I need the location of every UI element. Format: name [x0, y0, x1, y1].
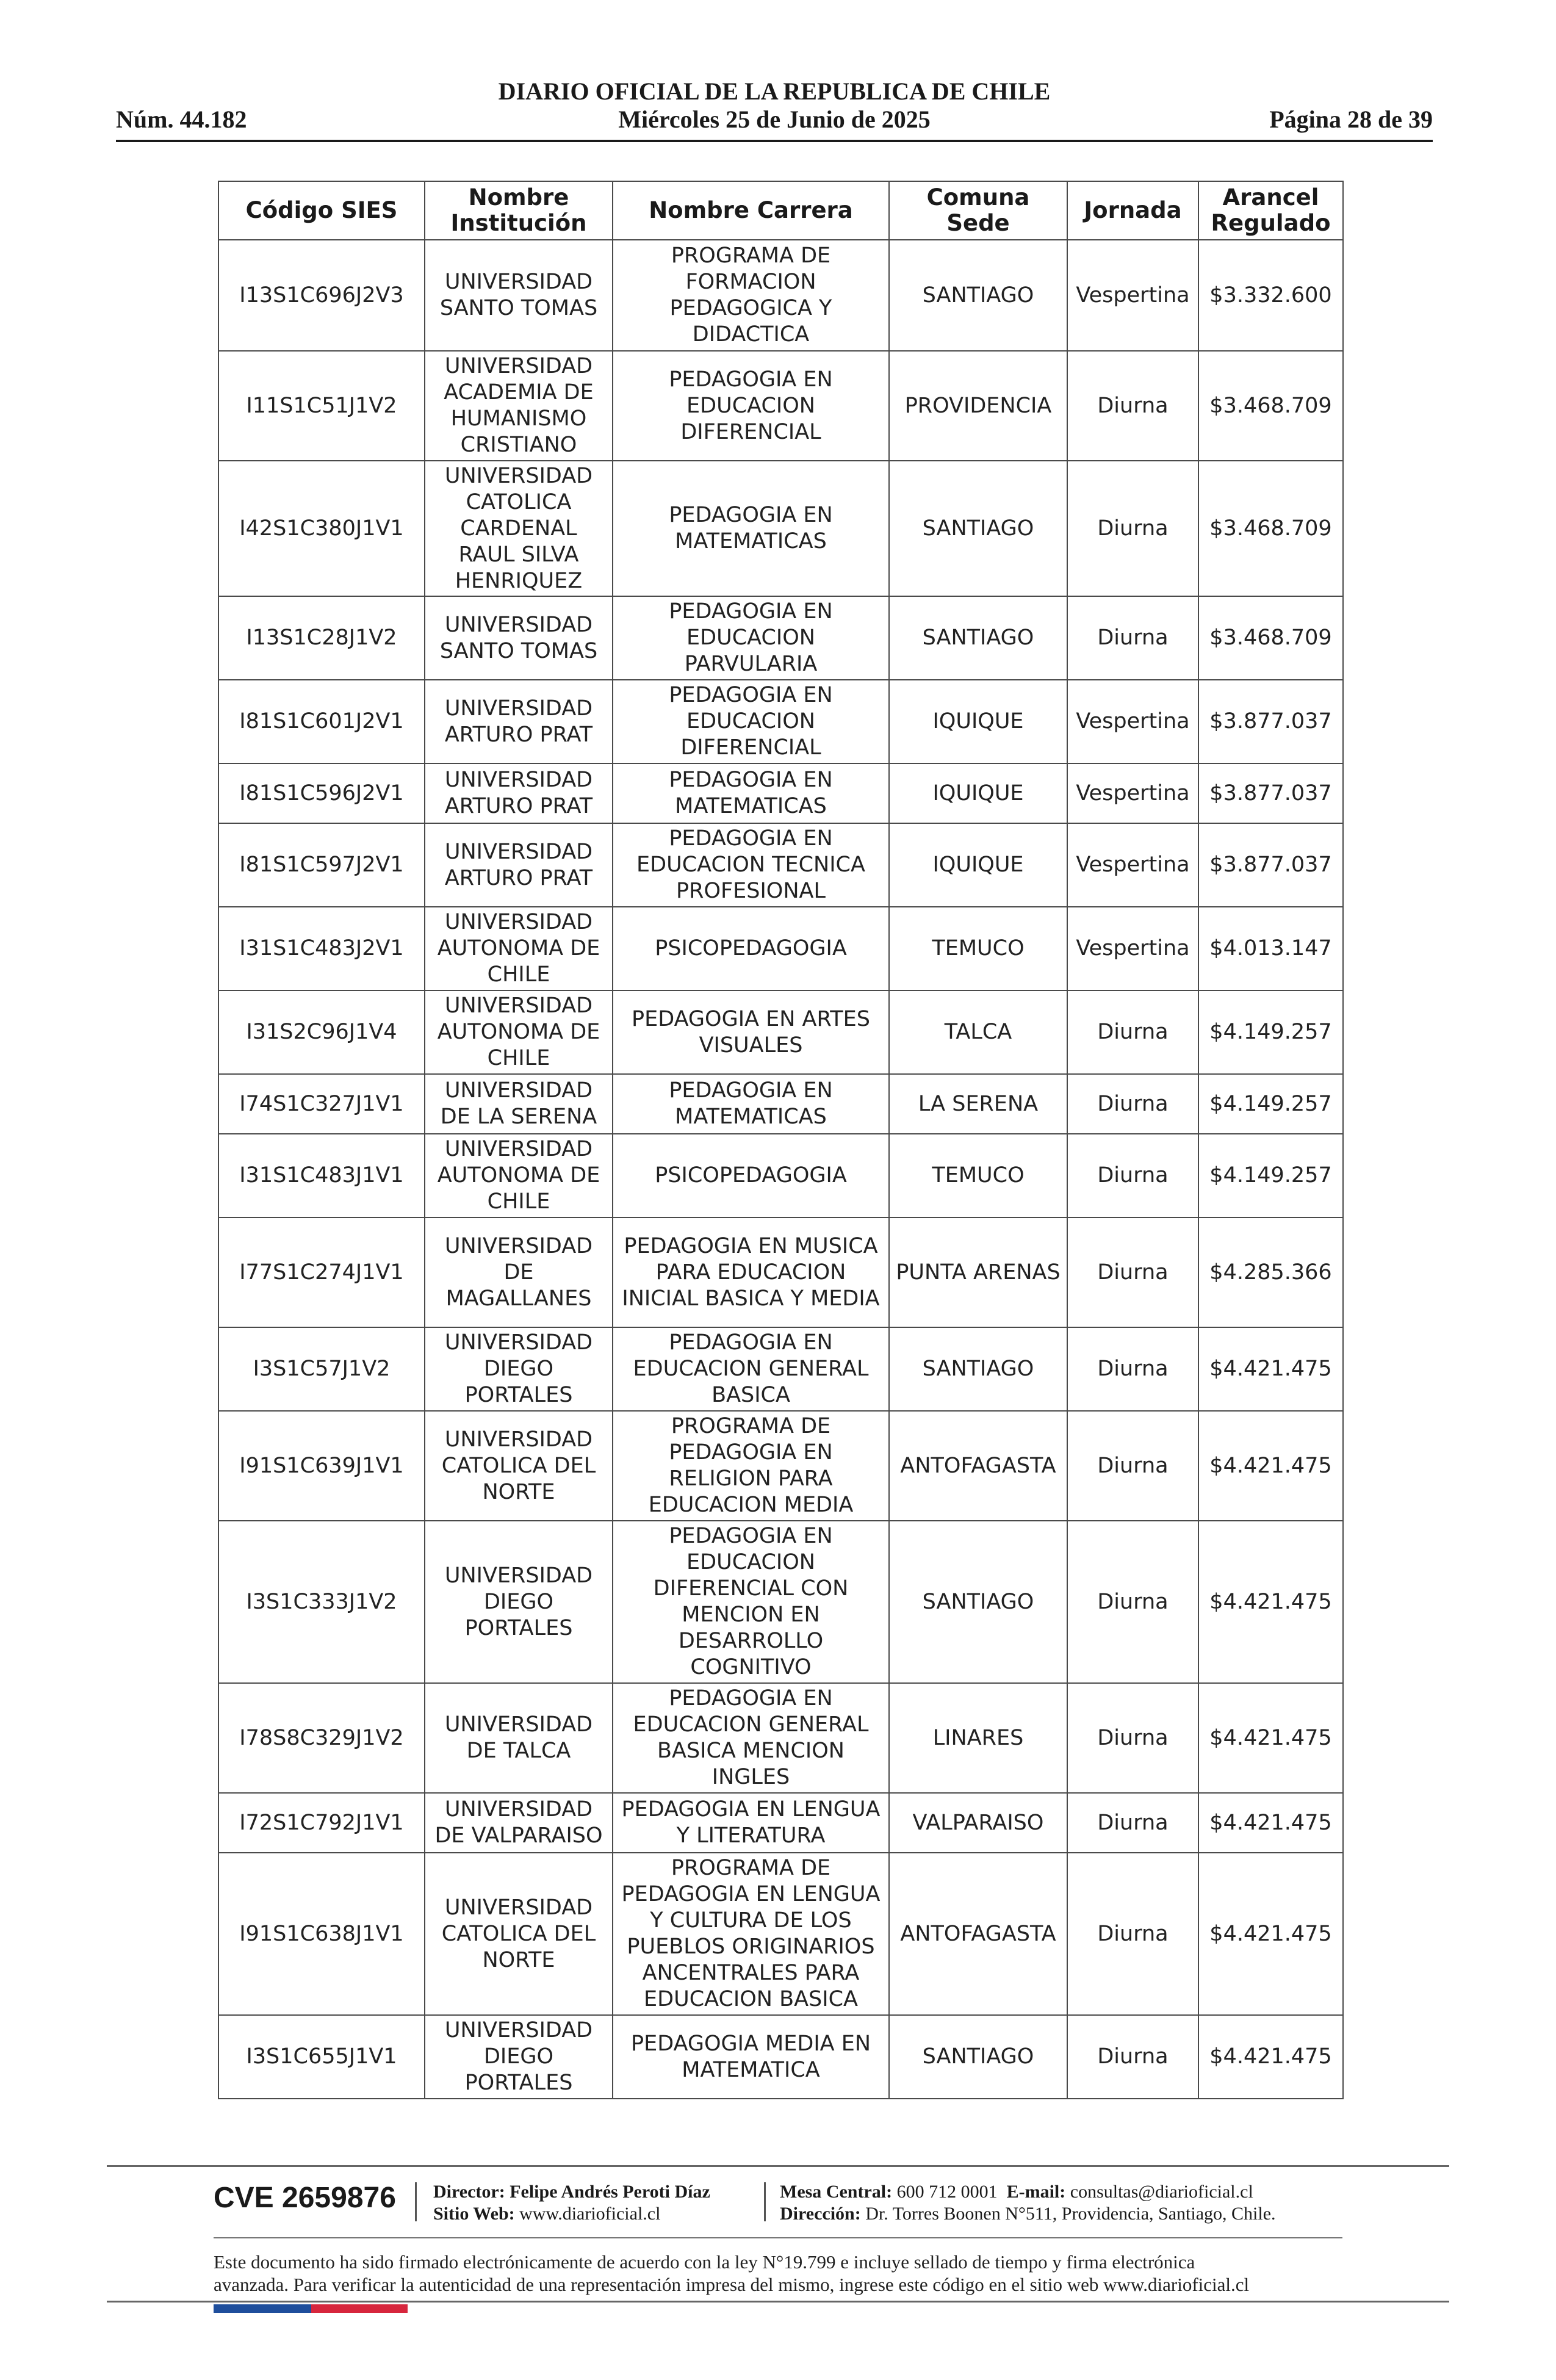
jornada-cell: Vespertina — [1067, 680, 1198, 763]
table-row — [218, 1217, 1343, 1327]
codigo-sies-cell: I3S1C655J1V1 — [218, 2015, 425, 2099]
jornada-cell: Diurna — [1067, 1074, 1198, 1134]
header-comuna-sede: Comuna Sede — [889, 181, 1067, 240]
footer-divider-middle — [214, 2237, 1342, 2238]
header-arancel-regulado: Arancel Regulado — [1198, 181, 1343, 240]
mesa-phone: 600 712 0001 — [896, 2182, 998, 2202]
codigo-sies-cell: I3S1C333J1V2 — [218, 1521, 425, 1683]
codigo-sies-cell: I11S1C51J1V2 — [218, 351, 425, 461]
jornada-cell: Diurna — [1067, 351, 1198, 461]
institucion-cell: UNIVERSIDAD AUTONOMA DE CHILE — [425, 990, 613, 1074]
comuna-cell: ANTOFAGASTA — [889, 1853, 1067, 2015]
legal-notice — [214, 2251, 1355, 2296]
web-link[interactable]: www.diarioficial.cl — [519, 2204, 661, 2224]
codigo-sies-cell: I78S8C329J1V2 — [218, 1683, 425, 1793]
codigo-sies-cell: I77S1C274J1V1 — [218, 1217, 425, 1327]
email-label: E-mail: — [1006, 2182, 1066, 2202]
table-row — [218, 1134, 1343, 1217]
address-text: Dr. Torres Boonen N°511, Providencia, Santiago, Chile. — [865, 2204, 1276, 2224]
table-row — [218, 907, 1343, 990]
codigo-sies-cell: I31S1C483J2V1 — [218, 907, 425, 990]
comuna-cell: TEMUCO — [889, 1134, 1067, 1217]
institucion-cell: UNIVERSIDAD DIEGO PORTALES — [425, 2015, 613, 2099]
comuna-cell: TEMUCO — [889, 907, 1067, 990]
codigo-sies-cell: I81S1C601J2V1 — [218, 680, 425, 763]
table-row — [218, 1853, 1343, 2015]
comuna-cell: IQUIQUE — [889, 680, 1067, 763]
carrera-cell: PEDAGOGIA EN EDUCACION DIFERENCIAL — [613, 351, 889, 461]
legal-line: avanzada. Para verificar la autenticidad de una representación impresa del mismo, ingrese este código en el sitio web www.diarioficial.cl — [214, 2274, 1250, 2295]
carrera-cell: PEDAGOGIA EN LENGUA Y LITERATURA — [613, 1793, 889, 1853]
codigo-sies-cell: I72S1C792J1V1 — [218, 1793, 425, 1853]
footer-director-block — [433, 2181, 710, 2225]
institucion-cell: UNIVERSIDAD ARTURO PRAT — [425, 763, 613, 823]
comuna-cell: SANTIAGO — [889, 596, 1067, 680]
institucion-cell: UNIVERSIDAD DIEGO PORTALES — [425, 1521, 613, 1683]
institucion-cell: UNIVERSIDAD AUTONOMA DE CHILE — [425, 907, 613, 990]
arancel-cell: $3.468.709 — [1198, 596, 1343, 680]
footer-divider-bottom — [107, 2301, 1449, 2302]
carrera-cell: PEDAGOGIA MEDIA EN MATEMATICA — [613, 2015, 889, 2099]
director-label: Director: — [433, 2182, 505, 2202]
carrera-cell: PEDAGOGIA EN MATEMATICAS — [613, 461, 889, 596]
codigo-sies-cell: I81S1C596J2V1 — [218, 763, 425, 823]
page-header — [116, 76, 1433, 146]
codigo-sies-cell: I42S1C380J1V1 — [218, 461, 425, 596]
institucion-cell: UNIVERSIDAD AUTONOMA DE CHILE — [425, 1134, 613, 1217]
header-meta-row — [116, 104, 1433, 135]
arancel-cell: $4.421.475 — [1198, 1521, 1343, 1683]
jornada-cell: Diurna — [1067, 1134, 1198, 1217]
comuna-cell: SANTIAGO — [889, 1521, 1067, 1683]
header-jornada: Jornada — [1067, 181, 1198, 240]
carrera-cell: PSICOPEDAGOGIA — [613, 1134, 889, 1217]
table-row — [218, 240, 1343, 351]
carrera-cell: PEDAGOGIA EN MATEMATICAS — [613, 1074, 889, 1134]
director-name: Felipe Andrés Peroti Díaz — [510, 2182, 710, 2202]
table-row — [218, 1074, 1343, 1134]
arancel-cell: $3.332.600 — [1198, 240, 1343, 351]
jornada-cell: Vespertina — [1067, 240, 1198, 351]
table-row — [218, 461, 1343, 596]
carrera-cell: PEDAGOGIA EN EDUCACION DIFERENCIAL — [613, 680, 889, 763]
issue-date: Miércoles 25 de Junio de 2025 — [618, 106, 931, 133]
flag-stripe-red — [311, 2304, 408, 2313]
jornada-cell: Diurna — [1067, 2015, 1198, 2099]
carrera-cell: PROGRAMA DE FORMACION PEDAGOGICA Y DIDACTICA — [613, 240, 889, 351]
institucion-cell: UNIVERSIDAD DE VALPARAISO — [425, 1793, 613, 1853]
footer-separator — [764, 2182, 766, 2221]
institucion-cell: UNIVERSIDAD ARTURO PRAT — [425, 823, 613, 907]
jornada-cell: Diurna — [1067, 1217, 1198, 1327]
jornada-cell: Diurna — [1067, 596, 1198, 680]
arancel-cell: $4.421.475 — [1198, 1793, 1343, 1853]
jornada-cell: Diurna — [1067, 1683, 1198, 1793]
jornada-cell: Diurna — [1067, 1327, 1198, 1411]
header-divider — [116, 140, 1433, 142]
arancel-cell: $4.149.257 — [1198, 1074, 1343, 1134]
codigo-sies-cell: I31S1C483J1V1 — [218, 1134, 425, 1217]
comuna-cell: LINARES — [889, 1683, 1067, 1793]
table-row — [218, 990, 1343, 1074]
comuna-cell: ANTOFAGASTA — [889, 1411, 1067, 1521]
table-row — [218, 1411, 1343, 1521]
arancel-cell: $3.468.709 — [1198, 461, 1343, 596]
carrera-cell: PEDAGOGIA EN EDUCACION PARVULARIA — [613, 596, 889, 680]
institucion-cell: UNIVERSIDAD ACADEMIA DE HUMANISMO CRISTIANO — [425, 351, 613, 461]
jornada-cell: Vespertina — [1067, 763, 1198, 823]
cve-code: CVE 2659876 — [214, 2182, 396, 2214]
arancel-cell: $4.149.257 — [1198, 990, 1343, 1074]
codigo-sies-cell: I81S1C597J2V1 — [218, 823, 425, 907]
jornada-cell: Diurna — [1067, 990, 1198, 1074]
footer-separator — [415, 2182, 417, 2221]
issue-number: Núm. 44.182 — [116, 106, 247, 133]
codigo-sies-cell: I3S1C57J1V2 — [218, 1327, 425, 1411]
arancel-cell: $3.877.037 — [1198, 680, 1343, 763]
comuna-cell: VALPARAISO — [889, 1793, 1067, 1853]
email-link[interactable]: consultas@diarioficial.cl — [1070, 2182, 1253, 2202]
web-label: Sitio Web: — [433, 2204, 515, 2224]
comuna-cell: SANTIAGO — [889, 240, 1067, 351]
carrera-cell: PEDAGOGIA EN EDUCACION DIFERENCIAL CON MENCION EN DESARROLLO COGNITIVO — [613, 1521, 889, 1683]
institucion-cell: UNIVERSIDAD SANTO TOMAS — [425, 596, 613, 680]
jornada-cell: Vespertina — [1067, 823, 1198, 907]
arancel-cell: $3.877.037 — [1198, 763, 1343, 823]
codigo-sies-cell: I13S1C696J2V3 — [218, 240, 425, 351]
carrera-cell: PROGRAMA DE PEDAGOGIA EN LENGUA Y CULTURA DE LOS PUEBLOS ORIGINARIOS ANCENTRALES PARA EDUCACION BASICA — [613, 1853, 889, 2015]
comuna-cell: SANTIAGO — [889, 2015, 1067, 2099]
arancel-cell: $4.149.257 — [1198, 1134, 1343, 1217]
table-row — [218, 596, 1343, 680]
table-row — [218, 763, 1343, 823]
institucion-cell: UNIVERSIDAD DIEGO PORTALES — [425, 1327, 613, 1411]
jornada-cell: Diurna — [1067, 1521, 1198, 1683]
header-nombre-institucion: Nombre Institución — [425, 181, 613, 240]
comuna-cell: PUNTA ARENAS — [889, 1217, 1067, 1327]
comuna-cell: IQUIQUE — [889, 823, 1067, 907]
flag-stripe-blue — [214, 2304, 311, 2313]
table-row — [218, 1327, 1343, 1411]
codigo-sies-cell: I31S2C96J1V4 — [218, 990, 425, 1074]
jornada-cell: Diurna — [1067, 461, 1198, 596]
page-number: Página 28 de 39 — [1269, 106, 1433, 133]
newspaper-title: DIARIO OFICIAL DE LA REPUBLICA DE CHILE — [498, 78, 1051, 105]
institucion-cell: UNIVERSIDAD SANTO TOMAS — [425, 240, 613, 351]
comuna-cell: IQUIQUE — [889, 763, 1067, 823]
table-row — [218, 1793, 1343, 1853]
codigo-sies-cell: I91S1C638J1V1 — [218, 1853, 425, 2015]
comuna-cell: TALCA — [889, 990, 1067, 1074]
carrera-cell: PEDAGOGIA EN EDUCACION GENERAL BASICA MENCION INGLES — [613, 1683, 889, 1793]
footer-divider-top — [107, 2165, 1449, 2167]
table-row — [218, 1521, 1343, 1683]
arancel-cell: $4.013.147 — [1198, 907, 1343, 990]
header-nombre-carrera: Nombre Carrera — [613, 181, 889, 240]
table-header-row — [218, 181, 1343, 240]
table-row — [218, 351, 1343, 461]
arancel-cell: $4.421.475 — [1198, 1411, 1343, 1521]
arancel-cell: $4.421.475 — [1198, 1853, 1343, 2015]
comuna-cell: SANTIAGO — [889, 1327, 1067, 1411]
arancel-cell: $4.421.475 — [1198, 1327, 1343, 1411]
jornada-cell: Diurna — [1067, 1411, 1198, 1521]
header-codigo-sies: Código SIES — [218, 181, 425, 240]
carrera-cell: PEDAGOGIA EN EDUCACION GENERAL BASICA — [613, 1327, 889, 1411]
carrera-cell: PEDAGOGIA EN ARTES VISUALES — [613, 990, 889, 1074]
codigo-sies-cell: I74S1C327J1V1 — [218, 1074, 425, 1134]
institucion-cell: UNIVERSIDAD DE MAGALLANES — [425, 1217, 613, 1327]
footer-contact-block — [780, 2181, 1276, 2225]
arancel-cell: $4.285.366 — [1198, 1217, 1343, 1327]
carrera-cell: PEDAGOGIA EN EDUCACION TECNICA PROFESIONAL — [613, 823, 889, 907]
carrera-cell: PEDAGOGIA EN MUSICA PARA EDUCACION INICIAL BASICA Y MEDIA — [613, 1217, 889, 1327]
comuna-cell: SANTIAGO — [889, 461, 1067, 596]
arancel-cell: $4.421.475 — [1198, 1683, 1343, 1793]
institucion-cell: UNIVERSIDAD CATOLICA CARDENAL RAUL SILVA HENRIQUEZ — [425, 461, 613, 596]
legal-line: Este documento ha sido firmado electrónicamente de acuerdo con la ley N°19.799 e incluye sellado de tiempo y firma electrónica — [214, 2251, 1195, 2273]
mesa-label: Mesa Central: — [780, 2182, 893, 2202]
arancel-cell: $3.468.709 — [1198, 351, 1343, 461]
jornada-cell: Diurna — [1067, 1853, 1198, 2015]
table-row — [218, 2015, 1343, 2099]
table-row — [218, 680, 1343, 763]
carrera-cell: PROGRAMA DE PEDAGOGIA EN RELIGION PARA EDUCACION MEDIA — [613, 1411, 889, 1521]
table-row — [218, 1683, 1343, 1793]
jornada-cell: Diurna — [1067, 1793, 1198, 1853]
codigo-sies-cell: I91S1C639J1V1 — [218, 1411, 425, 1521]
institucion-cell: UNIVERSIDAD ARTURO PRAT — [425, 680, 613, 763]
jornada-cell: Vespertina — [1067, 907, 1198, 990]
carrera-cell: PEDAGOGIA EN MATEMATICAS — [613, 763, 889, 823]
arancel-cell: $4.421.475 — [1198, 2015, 1343, 2099]
table-body — [218, 240, 1343, 2099]
institucion-cell: UNIVERSIDAD DE TALCA — [425, 1683, 613, 1793]
address-label: Dirección: — [780, 2204, 861, 2224]
institucion-cell: UNIVERSIDAD CATOLICA DEL NORTE — [425, 1411, 613, 1521]
codigo-sies-cell: I13S1C28J1V2 — [218, 596, 425, 680]
table-row — [218, 823, 1343, 907]
comuna-cell: LA SERENA — [889, 1074, 1067, 1134]
institucion-cell: UNIVERSIDAD DE LA SERENA — [425, 1074, 613, 1134]
carrera-cell: PSICOPEDAGOGIA — [613, 907, 889, 990]
institucion-cell: UNIVERSIDAD CATOLICA DEL NORTE — [425, 1853, 613, 2015]
comuna-cell: PROVIDENCIA — [889, 351, 1067, 461]
tuition-table — [218, 181, 1344, 2099]
arancel-cell: $3.877.037 — [1198, 823, 1343, 907]
